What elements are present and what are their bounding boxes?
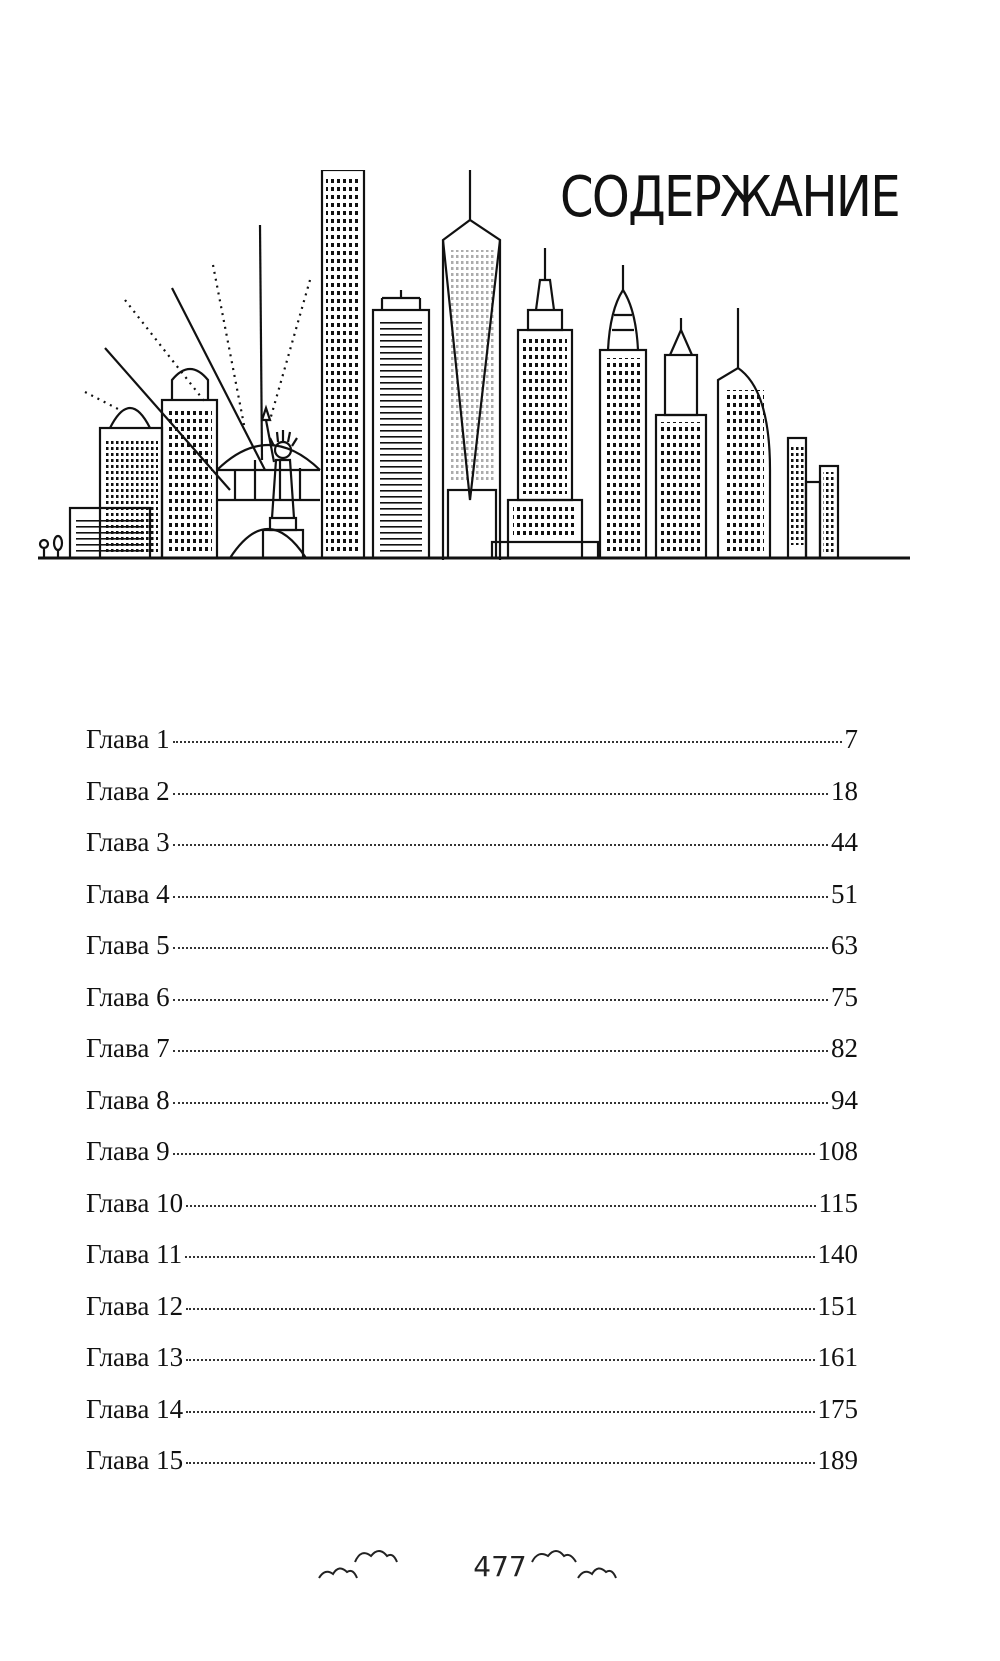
toc-entry-page: 75: [831, 981, 858, 1012]
toc-dot-leader: [173, 1102, 828, 1104]
toc-entry-page: 82: [831, 1033, 858, 1063]
toc-entry-page: 140: [817, 1239, 858, 1269]
toc-entry-4[interactable]: [86, 869, 858, 921]
toc-entry-page: 189: [817, 1445, 858, 1475]
toc-entry-page: 94: [831, 1084, 858, 1115]
toc-entry-page: 115: [818, 1187, 858, 1218]
toc-entry-10[interactable]: [86, 1178, 858, 1230]
toc-dot-leader: [173, 793, 828, 795]
table-of-contents: [86, 714, 858, 1487]
toc-entry-page: 151: [817, 1290, 858, 1321]
toc-entry-page: 63: [831, 930, 858, 960]
toc-entry-6[interactable]: [86, 972, 858, 1024]
toc-entry-label: Глава 8: [86, 1084, 170, 1115]
toc-dot-leader: [173, 741, 842, 743]
toc-entry-page: 175: [817, 1393, 858, 1424]
toc-entry-label: Глава 14: [86, 1393, 184, 1424]
toc-entry-page: 108: [817, 1136, 858, 1166]
toc-entry-14[interactable]: [86, 1384, 858, 1436]
toc-entry-2[interactable]: [86, 766, 858, 818]
toc-dot-leader: [173, 1050, 828, 1052]
toc-entry-13[interactable]: [86, 1332, 858, 1384]
toc-entry-9[interactable]: [86, 1126, 858, 1178]
toc-entry-1[interactable]: [86, 714, 858, 766]
toc-entry-label: Глава 1: [86, 724, 170, 754]
toc-entry-label: Глава 6: [86, 981, 170, 1012]
toc-entry-label: Глава 4: [86, 878, 170, 909]
toc-entry-label: Глава 3: [86, 827, 170, 857]
toc-entry-label: Глава 15: [86, 1445, 184, 1475]
toc-dot-leader: [173, 947, 828, 949]
toc-entry-label: Глава 10: [86, 1187, 184, 1218]
toc-dot-leader: [185, 1256, 814, 1258]
toc-entry-label: Глава 9: [86, 1136, 170, 1166]
toc-dot-leader: [186, 1205, 815, 1207]
toc-entry-label: Глава 5: [86, 930, 170, 960]
toc-entry-page: 44: [831, 827, 858, 857]
toc-entry-3[interactable]: [86, 817, 858, 869]
toc-entry-8[interactable]: [86, 1075, 858, 1127]
toc-dot-leader: [186, 1411, 814, 1413]
toc-entry-page: 161: [817, 1342, 858, 1372]
toc-entry-label: Глава 11: [86, 1239, 183, 1269]
page-title: СОДЕРЖАНИЕ: [560, 165, 899, 230]
toc-dot-leader: [186, 1462, 814, 1464]
page-number: 477: [473, 1550, 527, 1583]
toc-dot-leader: [173, 1153, 815, 1155]
toc-dot-leader: [186, 1359, 814, 1361]
toc-dot-leader: [186, 1308, 814, 1310]
city-skyline-illustration: [30, 170, 910, 570]
toc-entry-15[interactable]: [86, 1435, 858, 1487]
toc-entry-5[interactable]: [86, 920, 858, 972]
toc-dot-leader: [173, 844, 828, 846]
toc-entry-page: 18: [831, 775, 858, 806]
toc-entry-label: Глава 12: [86, 1290, 184, 1321]
toc-entry-11[interactable]: [86, 1229, 858, 1281]
page-footer: [0, 1538, 1000, 1598]
toc-entry-label: Глава 2: [86, 775, 170, 806]
toc-dot-leader: [173, 999, 828, 1001]
toc-entry-label: Глава 13: [86, 1342, 184, 1372]
toc-dot-leader: [173, 896, 828, 898]
toc-entry-12[interactable]: [86, 1281, 858, 1333]
cloud-icon: [530, 1544, 630, 1584]
toc-entry-page: 51: [831, 878, 858, 909]
toc-entry-label: Глава 7: [86, 1033, 170, 1063]
toc-entry-page: 7: [844, 724, 858, 754]
toc-entry-7[interactable]: [86, 1023, 858, 1075]
